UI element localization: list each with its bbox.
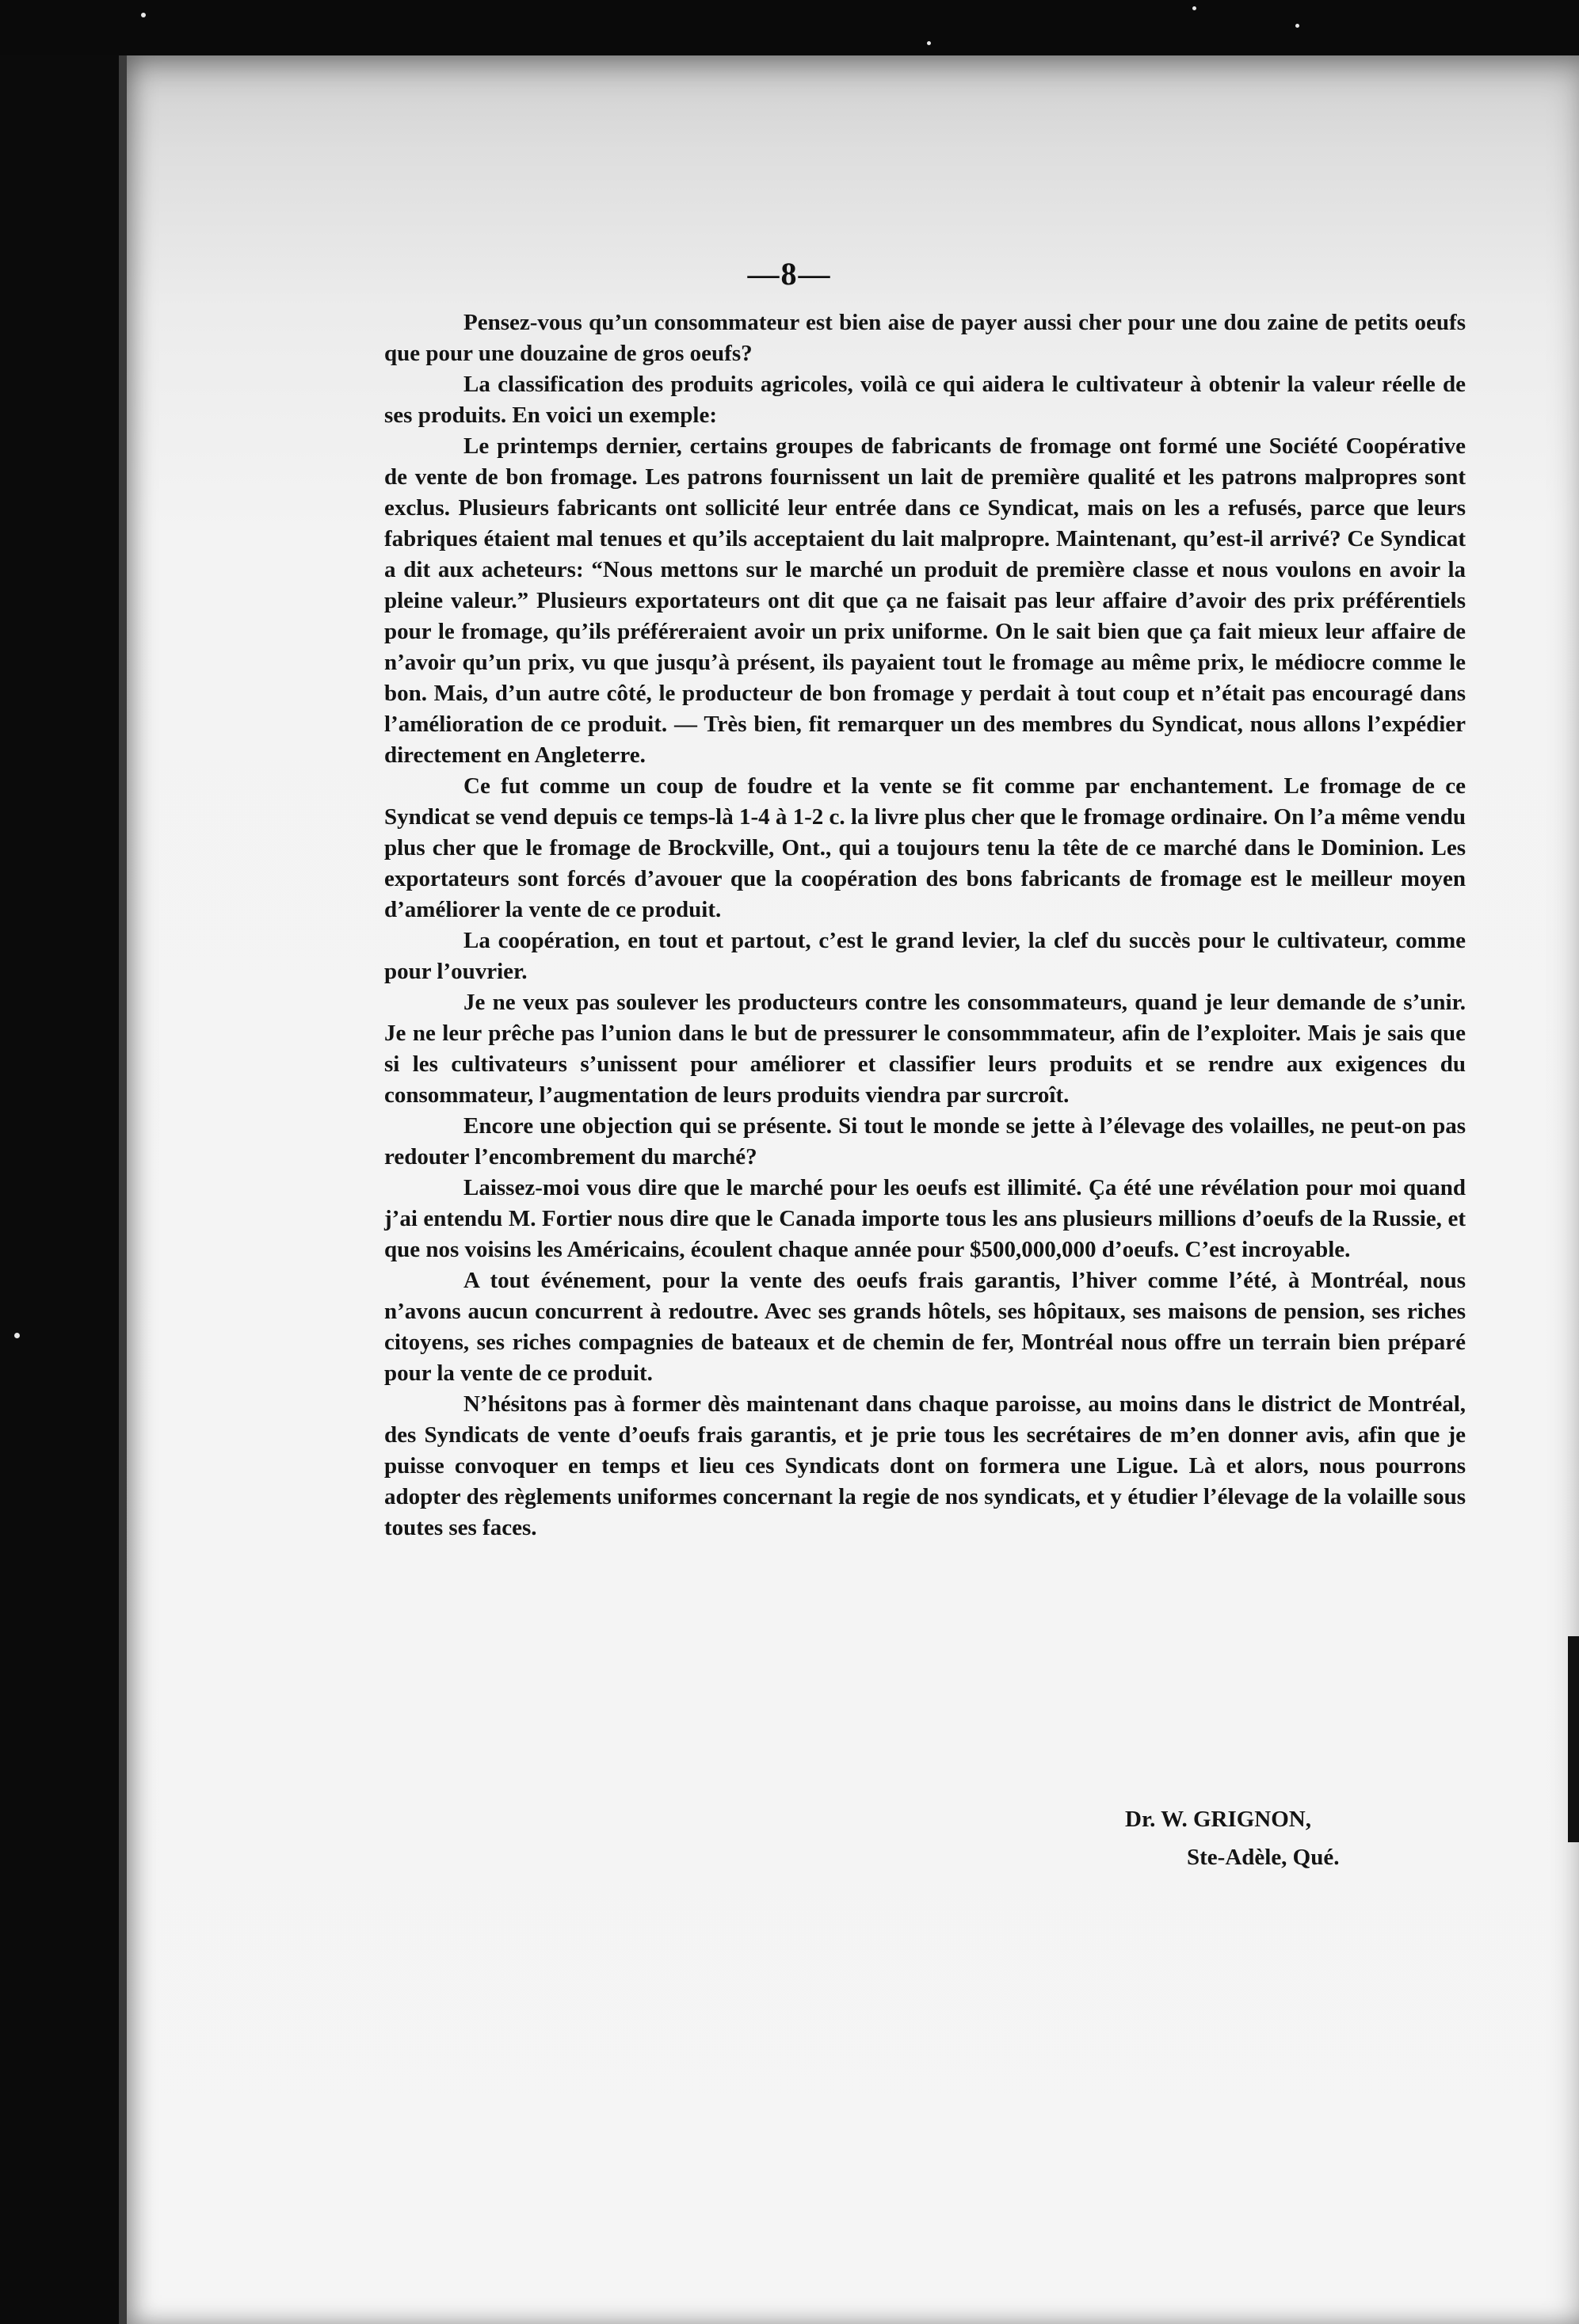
paragraph: Je ne veux pas soulever les producteurs contre les consommateurs, quand je leur demande de s’unir. Je ne leur prêche pas l’union dans le but de pressurer le consommmateur, afin de l’exploiter. Mais je sais que si les cultivateurs s’unissent pour améliorer et classifier leurs produits et se rendre aux exigences du consommateur, l’augmentation de leurs produits viendra par surcroît.: [384, 990, 1466, 1108]
article-body: [384, 307, 1466, 1544]
paragraph: A tout événement, pour la vente des oeufs frais garantis, l’hiver comme l’été, à Montréal, nous n’avons aucun concurrent à redoutre. Avec ses grands hôtels, ses hôpitaux, ses maisons de pension, ses riches citoyens, ses riches compagnies de bateaux et de chemin de fer, Montréal nous offre un terrain bien préparé pour la vente de ce produit.: [384, 1268, 1466, 1386]
paragraph: Le printemps dernier, certains groupes de fabricants de fromage ont formé une Société Coopérative de vente de bon fromage. Les patrons fournissent un lait de première qualité et les patrons malpropres sont exclus. Plusieurs fabricants ont sollicité leur entrée dans ce Syndicat, mais on les a refusés, parce que leurs fabriques étaient mal tenues et qu’ils acceptaient du lait malpropre. Maintenant, qu’est-il arrivé? Ce Syndicat a dit aux acheteurs: “Nous mettons sur le marché un produit de première classe et nous voulons en avoir la pleine valeur.” Plusieurs exportateurs ont dit que ça ne faisait pas leur affaire d’avoir des prix préférentiels pour le fromage, qu’ils préféreraient avoir un prix uniforme. On le sait bien que ça fait mieux leur affaire de n’avoir qu’un prix, vu que jusqu’à présent, ils payaient tout le fromage au même prix, le médiocre comme le bon. Mais, d’un autre côté, le producteur de bon fromage y perdait à tout coup et n’était pas encouragé dans l’amélioration de ce produit. — Très bien, fit remarquer un des membres du Syndicat, nous allons l’expédier directement en Angleterre.: [384, 433, 1466, 768]
dust-speck: [14, 1333, 20, 1338]
page-number: —8—: [747, 256, 832, 292]
paragraph: N’hésitons pas à former dès maintenant dans chaque paroisse, au moins dans le district de Montréal, des Syndicats de vente d’oeufs frais garantis, et je prie tous les secrétaires de m’en donner avis, afin que je puisse convoquer en temps et lieu ces Syndicats dont on formera une Ligue. Là et alors, nous pourrons adopter des règlements uniformes concernant la regie de nos syndicats, et y étudier l’élevage de la volaille sous toutes ses faces.: [384, 1391, 1466, 1540]
paragraph: La coopération, en tout et partout, c’est le grand levier, la clef du succès pour le cultivateur, comme pour l’ouvrier.: [384, 928, 1466, 984]
page-edge-shadow: [119, 55, 127, 2324]
paragraph: Pensez-vous qu’un consommateur est bien aise de payer aussi cher pour une dou zaine de petits oeufs que pour une douzaine de gros oeufs?: [384, 310, 1466, 366]
signature-name: Dr. W. GRIGNON,: [1125, 1807, 1312, 1832]
paragraph: Laissez-moi vous dire que le marché pour les oeufs est illimité. Ça été une révélation pour moi quand j’ai entendu M. Fortier nous dire que le Canada importe tous les ans plusieurs millions d’oeufs de la Russie, et que nos voisins les Américains, écoulent chaque année pour $500,000,000 d’oeufs. C’est incroyable.: [384, 1175, 1466, 1262]
paragraph: Ce fut comme un coup de foudre et la vente se fit comme par enchantement. Le fromage de ce Syndicat se vend depuis ce temps-là 1-4 à 1-2 c. la livre plus cher que le fromage ordinaire. On l’a même vendu plus cher que le fromage de Brockville, Ont., qui a toujours tenu la tête de ce marché dans le Dominion. Les exportateurs sont forcés d’avouer que la coopération des bons fabricants de fromage est le meilleur moyen d’améliorer la vente de ce produit.: [384, 773, 1466, 922]
paragraph: La classification des produits agricoles, voilà ce qui aidera le cultivateur à obtenir la valeur réelle de ses produits. En voici un exemple:: [384, 372, 1466, 428]
signature-location: Ste-Adèle, Qué.: [1187, 1845, 1340, 1870]
signature-block: [1125, 1800, 1340, 1876]
scan-border: [0, 0, 1579, 55]
dust-speck: [1192, 6, 1196, 10]
dust-speck: [927, 41, 931, 45]
scanner-tab: [1568, 1636, 1579, 1842]
paragraph: Encore une objection qui se présente. Si tout le monde se jette à l’élevage des volailles, ne peut-on pas redouter l’encombrement du marché?: [384, 1113, 1466, 1170]
dust-speck: [141, 13, 146, 17]
dust-speck: [1295, 24, 1299, 28]
